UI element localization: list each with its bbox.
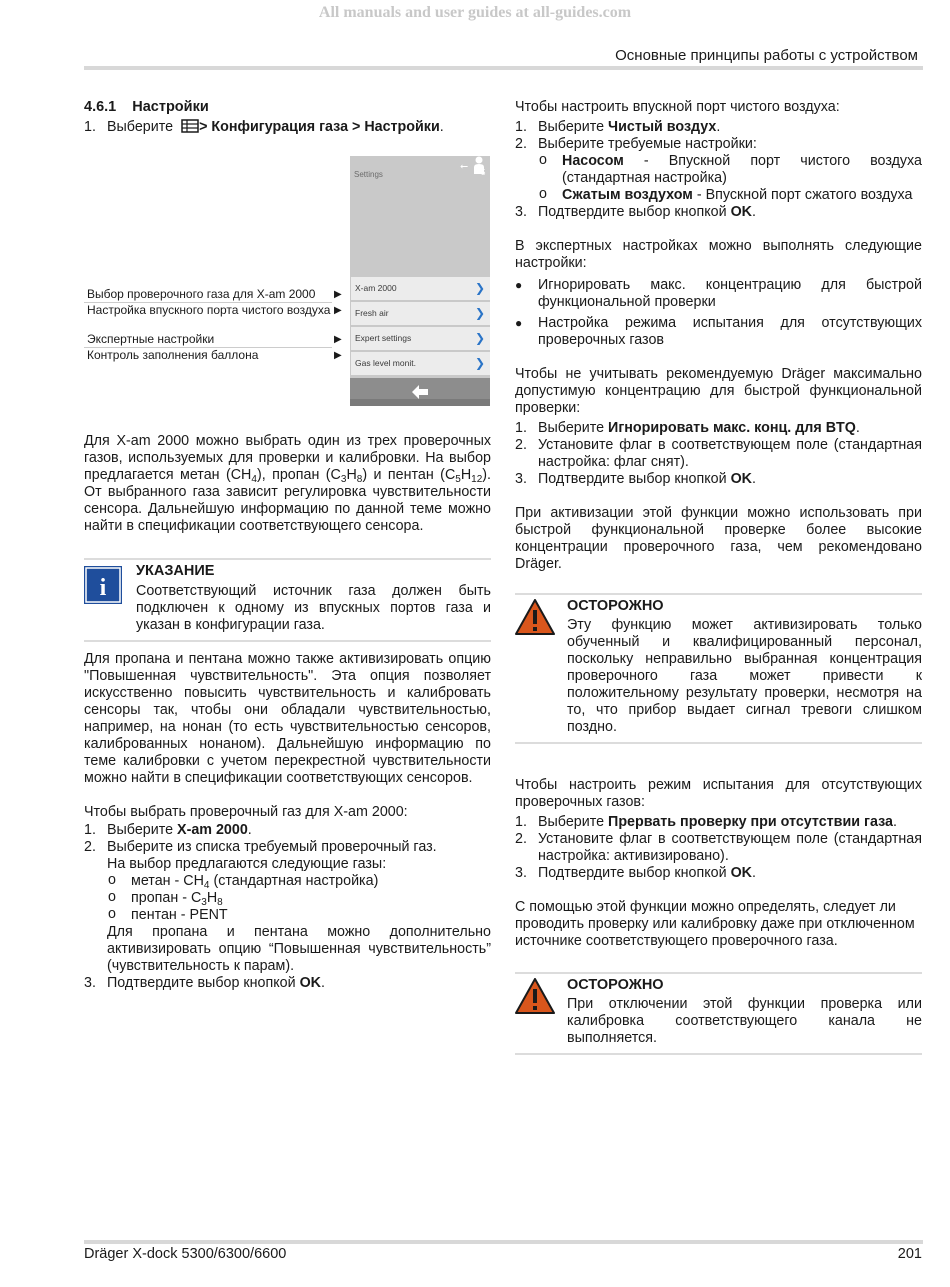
notice-title: УКАЗАНИЕ	[136, 563, 215, 579]
pointer-arrow-icon: ▶	[334, 305, 342, 316]
menu-item-expert-settings[interactable]: Expert settings ❯	[351, 327, 490, 350]
back-arrow-icon	[412, 385, 428, 399]
fresh-air-steps	[515, 119, 922, 221]
bullet-item: ● Настройка режима испытания для отсутствующих проверочных газов	[515, 315, 922, 349]
list-item: 3. Подтвердите выбор кнопкой OK.	[84, 975, 325, 991]
pointer-arrow-icon: ▶	[334, 334, 342, 345]
svg-text:5: 5	[481, 168, 486, 176]
caution-box	[515, 593, 922, 744]
callout-expert: Экспертные настройки	[87, 332, 215, 346]
page-header-title: Основные принципы работы с устройством	[615, 47, 918, 64]
chevron-right-icon: ❯	[474, 331, 485, 345]
menu-icon	[181, 119, 199, 133]
caution-title: ОСТОРОЖНО	[567, 598, 664, 614]
caution-text: При отключении этой функции проверка или калибровка соответствующего канала не выполняется.	[567, 996, 922, 1046]
warning-icon	[515, 978, 555, 1014]
expert-intro: В экспертных настройках можно выполнять следующие настройки:	[515, 238, 922, 271]
screen-title: Settings	[354, 170, 383, 179]
test-mode-steps	[515, 814, 922, 882]
gas-note: Для пропана и пентана можно дополнительно активизировать опцию “Повышенная чувствительность” (чувствительность к парам).	[107, 924, 491, 974]
ignore-intro: Чтобы не учитывать рекомендуемую Dräger максимально допустимую концентрацию для быстрой функциональной проверки:	[515, 366, 922, 416]
gas-options	[107, 873, 491, 924]
settings-figure	[84, 156, 491, 408]
ignore-steps	[515, 420, 922, 488]
select-gas-steps	[84, 822, 491, 992]
footer-product: Dräger X-dock 5300/6300/6600	[84, 1246, 287, 1262]
watermark: All manuals and user guides at all-guides.com	[318, 4, 632, 21]
list-item: 2. Установите флаг в соответствующем поле (стандартная настройка: флаг снят).	[515, 437, 922, 470]
usb-icon: ⭠	[460, 161, 468, 172]
header-rule	[84, 66, 923, 70]
option-item: o Насосом - Впускной порт чистого воздуха (стандартная настройка)	[538, 153, 922, 187]
menu-path: > Конфигурация газа > Настройки	[199, 119, 440, 135]
chevron-right-icon: ❯	[474, 281, 485, 295]
chevron-right-icon: ❯	[474, 356, 485, 370]
callout-x-am-2000: Выбор проверочного газа для X-am 2000	[87, 287, 316, 301]
left-column	[84, 99, 491, 992]
gas-option: o метан - $CH_4$ (стандартная настройка)	[107, 873, 491, 890]
list-item: 3. Подтвердите выбор кнопкой OK.	[515, 471, 756, 487]
expert-bullets	[515, 277, 922, 349]
menu-item-gas-level[interactable]: Gas level monit. ❯	[351, 352, 490, 375]
list-item: 1. Выберите Игнорировать макс. конц. для BTQ.	[515, 420, 860, 436]
section-title: Настройки	[132, 99, 209, 115]
intro-steps	[84, 119, 491, 136]
footer-rule	[84, 1240, 923, 1244]
gas-option: o пропан - $C_3H_8$	[107, 890, 491, 907]
page-number: 201	[897, 1246, 922, 1262]
list-item: 1. Выберите Чистый воздух.	[515, 119, 721, 135]
caution-text: Эту функцию может активизировать только обученный и квалифицированный персонал, поскольку неправильно выбранная концентрация проверочного газа может привести к положительному результату проверки, несмотря на то, что прибор выдает сигнал тревоги слишком поздно.	[567, 617, 922, 735]
list-item: 1. Выберите Прервать проверку при отсутствии газа.	[515, 814, 897, 830]
section-heading	[84, 99, 491, 116]
right-column	[515, 99, 922, 1055]
fresh-air-options	[538, 153, 922, 204]
callout-gas-level: Контроль заполнения баллона	[87, 348, 259, 362]
info-icon	[84, 566, 122, 604]
menu-item-fresh-air[interactable]: Fresh air ❯	[351, 302, 490, 325]
svg-text:i: i	[99, 575, 107, 601]
device-screen	[350, 156, 490, 406]
warning-icon	[515, 599, 555, 635]
list-item: 2. Выберите требуемые настройки: o Насосом - Впускной порт чистого воздуха (стандартная настройка) o Сжатым воздухом - Впускной порт сжатого воздуха	[515, 136, 922, 204]
option-item: o Сжатым воздухом - Впускной порт сжатого воздуха	[538, 187, 922, 204]
bullet-item: ● Игнорировать макс. концентрацию для быстрой функциональной проверки	[515, 277, 922, 311]
user-icon	[473, 156, 487, 176]
list-item: 3. Подтвердите выбор кнопкой OK.	[515, 204, 756, 220]
menu-item-x-am-2000[interactable]: X-am 2000 ❯	[351, 277, 490, 300]
list-item: 1. Выберите > Конфигурация газа > Настройки.	[84, 119, 444, 135]
gas-option: o пентан - PENT	[107, 907, 491, 924]
ignore-after: При активизации этой функции можно использовать при быстрой функциональной проверке более высокие концентрации проверочного газа, чем рекомендовано Dräger.	[515, 505, 922, 572]
pointer-arrow-icon: ▶	[334, 289, 342, 300]
section-number: 4.6.1	[84, 99, 117, 115]
notice-text: Соответствующий источник газа должен быть подключен к одному из впускных портов газа и указан в конфигурации газа.	[136, 583, 491, 633]
fresh-air-intro: Чтобы настроить впускной порт чистого воздуха:	[515, 99, 840, 115]
list-item: 3. Подтвердите выбор кнопкой OK.	[515, 865, 756, 881]
chevron-right-icon: ❯	[474, 306, 485, 320]
test-mode-after: С помощью этой функции можно определять, следует ли проводить проверку или калибровку даже при отключенном источнике соответствующего проверочного газа.	[515, 899, 915, 949]
list-item: 2. Выберите из списка требуемый проверочный газ. На выбор предлагаются следующие газы: o метан - $CH_4$ (стандартная настройка) o пропан - $C_3H_8$ o пентан - PENT Для пропана и пентана можно дополнительно активизировать опцию “Повышенная чувствительность” (чувствительность к парам).	[84, 839, 491, 975]
pointer-arrow-icon: ▶	[334, 350, 342, 361]
callout-fresh-air: Настройка впускного порта чистого воздуха	[87, 303, 331, 317]
caution-box	[515, 972, 922, 1055]
list-item: 1. Выберите X-am 2000.	[84, 822, 252, 838]
select-gas-intro: Чтобы выбрать проверочный газ для X-am 2000:	[84, 804, 408, 820]
test-mode-intro: Чтобы настроить режим испытания для отсутствующих проверочных газов:	[515, 777, 922, 810]
sensitivity-paragraph: Для пропана и пентана можно также активизировать опцию "Повышенная чувствительность". Эта опция позволяет искусственно повысить чувствительность и калибровать сенсоры так, чтобы они обладали чувствительностью, например, на нонан (то есть чувствительностью сенсоров, калиброванных нонаном). Дальнейшую информацию по теме калибровки с учетом перекрестной чувствительности можно найти в спецификации соответствующих сенсоров.	[84, 651, 491, 786]
notice-box	[84, 558, 491, 642]
caution-title: ОСТОРОЖНО	[567, 977, 664, 993]
back-button[interactable]	[350, 378, 490, 406]
gas-selection-paragraph: Для X-am 2000 можно выбрать один из трех проверочных газов, используемых для проверки и калибровки. На выбор предлагается метан $(CH_4)$, пропан $(C_3H_8)$ и пентан $(C_5H_{12})$. От выбранного газа зависит регулировка чувствительности сенсора. Дальнейшую информацию по данной теме можно найти в спецификации соответствующего сенсора.	[84, 433, 492, 534]
list-item: 2. Установите флаг в соответствующем поле (стандартная настройка: активизировано).	[515, 831, 922, 864]
